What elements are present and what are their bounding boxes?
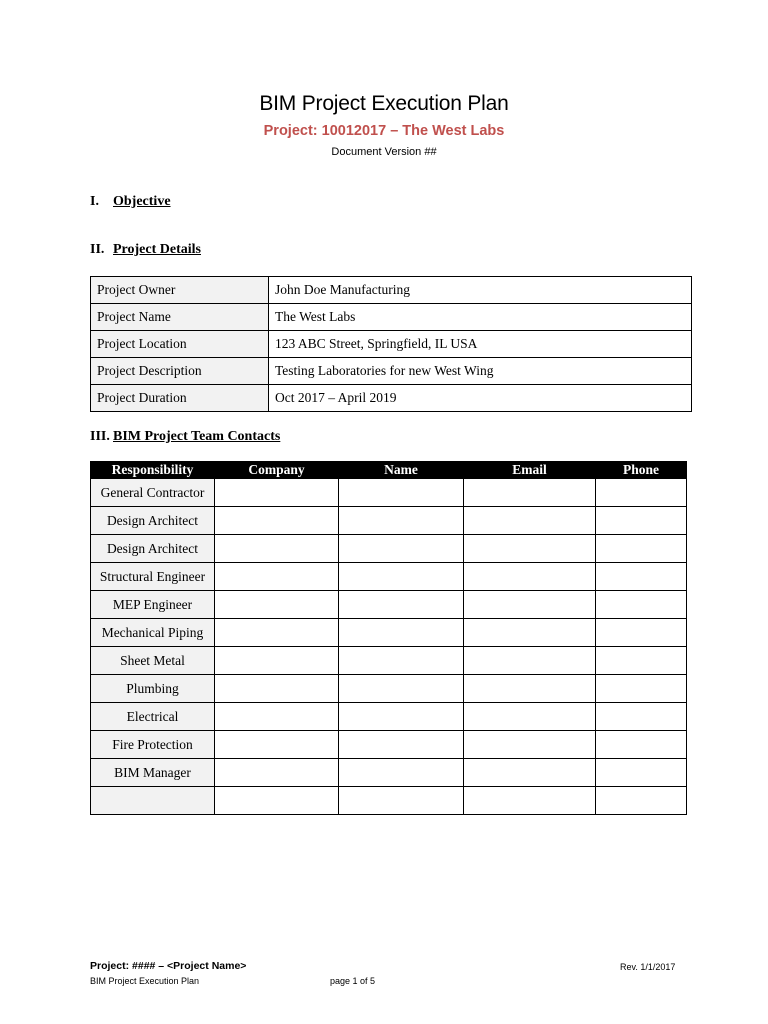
column-header-responsibility: Responsibility (91, 462, 215, 479)
company-cell (215, 507, 339, 535)
responsibility-cell: Electrical (91, 703, 215, 731)
responsibility-cell: Plumbing (91, 675, 215, 703)
team-contacts-table (90, 461, 687, 815)
name-cell (339, 703, 464, 731)
responsibility-cell (91, 787, 215, 815)
document-title: BIM Project Execution Plan (259, 92, 509, 115)
table-header-row (91, 462, 687, 479)
detail-value: John Doe Manufacturing (269, 277, 692, 304)
table-row (91, 331, 692, 358)
detail-key: Project Owner (91, 277, 269, 304)
responsibility-cell: MEP Engineer (91, 591, 215, 619)
table-row (91, 563, 687, 591)
email-cell (464, 759, 596, 787)
table-row (91, 619, 687, 647)
company-cell (215, 563, 339, 591)
section-team-contacts (90, 429, 280, 445)
company-cell (215, 647, 339, 675)
table-row (91, 535, 687, 563)
responsibility-cell: Mechanical Piping (91, 619, 215, 647)
email-cell (464, 535, 596, 563)
name-cell (339, 787, 464, 815)
responsibility-cell: Design Architect (91, 535, 215, 563)
detail-value: 123 ABC Street, Springfield, IL USA (269, 331, 692, 358)
table-row (91, 507, 687, 535)
phone-cell (596, 703, 687, 731)
table-row (91, 358, 692, 385)
email-cell (464, 479, 596, 507)
company-cell (215, 479, 339, 507)
email-cell (464, 591, 596, 619)
section-objective (90, 194, 171, 210)
project-subtitle: Project: 10012017 – The West Labs (263, 123, 505, 139)
email-cell (464, 731, 596, 759)
phone-cell (596, 563, 687, 591)
detail-key: Project Description (91, 358, 269, 385)
phone-cell (596, 787, 687, 815)
detail-key: Project Name (91, 304, 269, 331)
responsibility-cell: Sheet Metal (91, 647, 215, 675)
column-header-email: Email (464, 462, 596, 479)
detail-key: Project Duration (91, 385, 269, 412)
phone-cell (596, 535, 687, 563)
section-label: Objective (113, 194, 171, 209)
email-cell (464, 647, 596, 675)
email-cell (464, 507, 596, 535)
responsibility-cell: Design Architect (91, 507, 215, 535)
table-row (91, 787, 687, 815)
phone-cell (596, 759, 687, 787)
phone-cell (596, 619, 687, 647)
detail-value: The West Labs (269, 304, 692, 331)
responsibility-cell: General Contractor (91, 479, 215, 507)
column-header-phone: Phone (596, 462, 687, 479)
footer-revision: Rev. 1/1/2017 (620, 962, 676, 972)
section-label: Project Details (113, 242, 201, 257)
name-cell (339, 619, 464, 647)
phone-cell (596, 479, 687, 507)
company-cell (215, 675, 339, 703)
email-cell (464, 787, 596, 815)
phone-cell (596, 675, 687, 703)
email-cell (464, 563, 596, 591)
section-number: III. (90, 429, 110, 444)
name-cell (339, 479, 464, 507)
table-row (91, 703, 687, 731)
name-cell (339, 675, 464, 703)
email-cell (464, 703, 596, 731)
name-cell (339, 759, 464, 787)
table-row (91, 385, 692, 412)
section-label: BIM Project Team Contacts (113, 429, 281, 444)
email-cell (464, 619, 596, 647)
company-cell (215, 787, 339, 815)
footer-page-number: page 1 of 5 (330, 976, 376, 986)
company-cell (215, 759, 339, 787)
company-cell (215, 731, 339, 759)
email-cell (464, 675, 596, 703)
detail-value: Oct 2017 – April 2019 (269, 385, 692, 412)
footer-doc-name: BIM Project Execution Plan (90, 976, 200, 986)
table-row (91, 277, 692, 304)
table-row (91, 759, 687, 787)
name-cell (339, 535, 464, 563)
column-header-company: Company (215, 462, 339, 479)
name-cell (339, 647, 464, 675)
detail-key: Project Location (91, 331, 269, 358)
company-cell (215, 535, 339, 563)
table-row (91, 479, 687, 507)
table-row (91, 731, 687, 759)
phone-cell (596, 507, 687, 535)
company-cell (215, 619, 339, 647)
responsibility-cell: Structural Engineer (91, 563, 215, 591)
name-cell (339, 731, 464, 759)
responsibility-cell: Fire Protection (91, 731, 215, 759)
column-header-name: Name (339, 462, 464, 479)
section-project-details (90, 242, 201, 258)
phone-cell (596, 591, 687, 619)
table-row (91, 304, 692, 331)
phone-cell (596, 647, 687, 675)
section-number: II. (90, 242, 105, 257)
company-cell (215, 703, 339, 731)
detail-value: Testing Laboratories for new West Wing (269, 358, 692, 385)
project-details-table (90, 276, 692, 412)
responsibility-cell: BIM Manager (91, 759, 215, 787)
section-number: I. (90, 194, 99, 209)
company-cell (215, 591, 339, 619)
name-cell (339, 563, 464, 591)
table-row (91, 675, 687, 703)
document-version: Document Version ## (331, 146, 437, 158)
phone-cell (596, 731, 687, 759)
table-row (91, 647, 687, 675)
table-row (91, 591, 687, 619)
name-cell (339, 507, 464, 535)
name-cell (339, 591, 464, 619)
footer-project-line: Project: #### – <Project Name> (90, 960, 247, 972)
